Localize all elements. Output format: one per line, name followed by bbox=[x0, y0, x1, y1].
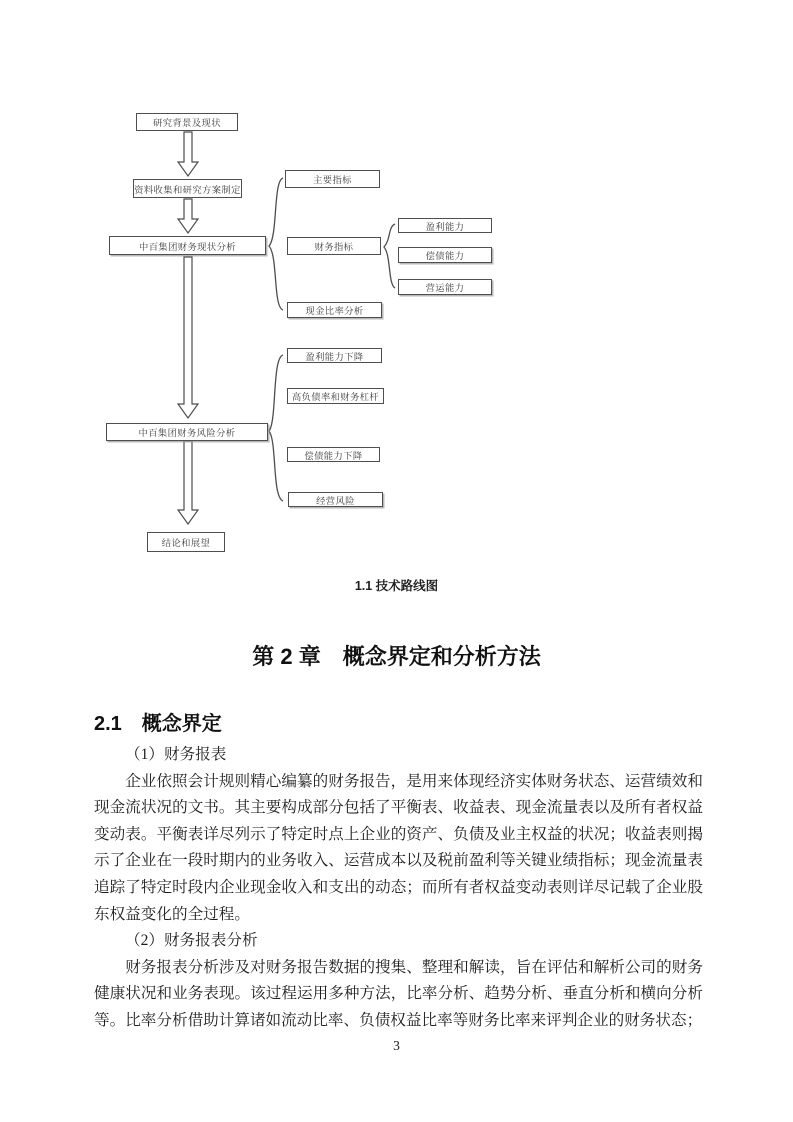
flowchart-box-main-indicators: 主要指标 bbox=[285, 170, 380, 188]
paragraph-financial-statements: 企业依照会计规则精心编纂的财务报告，是用来体现经济实体财务状态、运营绩效和现金流状况的文书。其主要构成部分包括了平衡表、收益表、现金流量表以及所有者权益变动表。平衡表详尽列示了特定时点上企业的资产、负债及业主权益的状况；收益表则揭示了企业在一段时期内的业务收入、运营成本以及税前盈利等关键业绩指标；现金流量表追踪了特定时段内企业现金收入和支出的动态；而所有者权益变动表则详尽记载了企业股东权益变化的全过程。 bbox=[94, 772, 703, 923]
down-arrow-connector-4 bbox=[178, 441, 198, 524]
figure-caption: 1.1 技术路线图 bbox=[354, 579, 439, 593]
flowchart-box-profitability: 盈利能力 bbox=[398, 218, 492, 233]
down-arrow-connector-3 bbox=[178, 257, 198, 418]
flowchart-box-research-background: 研究背景及现状 bbox=[136, 113, 238, 131]
flowchart-box-operating-capacity: 营运能力 bbox=[398, 279, 492, 295]
flowchart-box-operating-risk: 经营风险 bbox=[288, 492, 383, 507]
flowchart-box-financial-indicators: 财务指标 bbox=[287, 237, 381, 255]
brace-risk-branches bbox=[269, 355, 283, 501]
item-heading-2: （2）财务报表分析 bbox=[125, 932, 258, 950]
flowchart-box-data-collection-plan: 资料收集和研究方案制定 bbox=[133, 179, 242, 198]
brace-financial-sub-branches bbox=[384, 224, 395, 288]
flowchart-box-cash-ratio-analysis: 现金比率分析 bbox=[287, 302, 382, 318]
flowchart-box-financial-status-analysis: 中百集团财务现状分析 bbox=[109, 236, 266, 255]
chapter-heading: 第 2 章 概念界定和分析方法 bbox=[252, 644, 541, 669]
item-heading-1: （1）财务报表 bbox=[125, 746, 227, 763]
flowchart-box-high-debt-leverage: 高负债率和财务杠杆 bbox=[287, 388, 384, 404]
flowchart-box-financial-risk-analysis: 中百集团财务风险分析 bbox=[106, 423, 268, 441]
flowchart-box-solvency-decline: 偿债能力下降 bbox=[287, 447, 380, 462]
flowchart-box-conclusion-outlook: 结论和展望 bbox=[147, 532, 225, 552]
down-arrow-connector-1 bbox=[178, 132, 198, 176]
body-text-block bbox=[94, 742, 703, 1035]
page-number: 3 bbox=[393, 1038, 400, 1053]
section-heading: 2.1 概念界定 bbox=[94, 713, 222, 735]
brace-status-branches bbox=[269, 178, 283, 310]
flowchart-box-solvency: 偿债能力 bbox=[398, 247, 492, 263]
flowchart-box-profitability-decline: 盈利能力下降 bbox=[287, 348, 382, 363]
paragraph-financial-statement-analysis: 财务报表分析涉及对财务报告数据的搜集、整理和解读，旨在评估和解析公司的财务健康状况和业务表现。该过程运用多种方法，比率分析、趋势分析、垂直分析和横向分析等。比率分析借助计算诸如流动比率、负债权益比率等财务比率来评判企业的财务状态； bbox=[94, 958, 703, 1029]
down-arrow-connector-2 bbox=[178, 199, 198, 233]
